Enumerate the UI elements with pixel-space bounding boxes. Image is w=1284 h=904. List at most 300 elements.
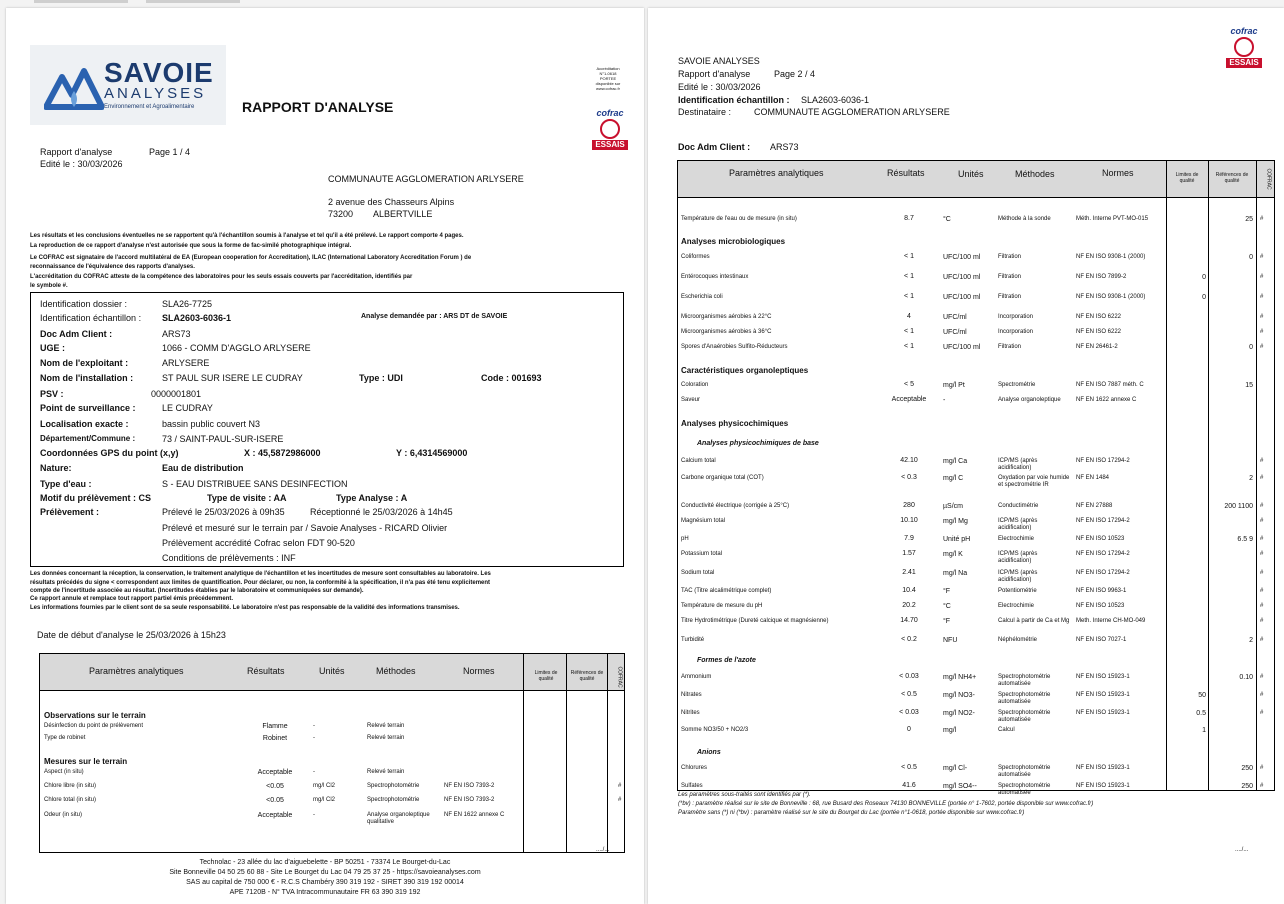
param-name: Température de mesure du pH [681,603,763,609]
param-name: Type de robinet [44,735,86,741]
quality-limit: 0 [1202,294,1206,301]
param-name: Sulfates [681,783,703,789]
info-label: Coordonnées GPS du point (x,y) [40,448,179,458]
method: Relevé terrain [367,723,405,729]
unit: - [313,723,315,729]
info-label: Identification échantillon : [40,313,142,323]
norm: NF EN 26461-2 [1076,344,1118,350]
quality-reference: 0 [1249,254,1253,261]
method: Electrochimie [998,536,1035,542]
norm: NF EN ISO 15923-1 [1076,674,1130,680]
col-norms: Normes [1102,168,1134,178]
norm: NF EN ISO 9308-1 (2000) [1076,294,1146,300]
cofrac-logo [1226,26,1262,68]
subsection-heading: Analyses physicochimiques de base [697,440,819,447]
cofrac-mark: # [618,797,622,803]
legal-line: reconnaissance de l'équivalence des rapports d'analyses. [30,264,195,270]
unit: mg/l NO2- [943,710,975,717]
method: Oxydation par voie humide et spectrométrie IR [998,475,1070,488]
subsection-heading: Formes de l'azote [697,657,756,664]
result-value: < 0.5 [901,691,917,698]
norm: NF EN ISO 6222 [1076,314,1122,320]
method: Spectrophotométrie [367,783,420,789]
result-value: < 1 [904,343,914,350]
company-name: SAVOIE ANALYSES [678,56,760,66]
cofrac-mark: # [1260,294,1264,300]
norm: NF EN ISO 17294-2 [1076,458,1130,464]
cofrac-mark: # [1260,458,1264,464]
info-label: Doc Adm Client : [40,329,113,339]
col-param: Paramètres analytiques [89,666,184,676]
cofrac-mark: # [1260,344,1264,350]
cofrac-mark: # [1260,329,1264,335]
quality-reference: 250 [1241,783,1253,790]
info-label: Nom de l'exploitant : [40,358,129,368]
result-value: 14.70 [900,617,918,624]
result-value: < 0.3 [901,474,917,481]
cofrac-mark: # [1260,254,1264,260]
cofrac-mark: # [1260,618,1264,624]
info-value: 73 / SAINT-PAUL-SUR-ISERE [162,434,284,444]
cofrac-mark: # [1260,637,1264,643]
legal-line: Les données concernant la réception, la conservation, le traitement analytique de l'échantillon et les incertitudes de mesure sont consultables au laboratoire. Les [30,571,491,577]
norm: NF EN 1622 annexe C [444,812,505,818]
report-page-2 [648,8,1284,904]
cofrac-mark: # [1260,216,1264,222]
method: Spectrométrie [998,382,1036,388]
result-value: Acceptable [891,396,927,403]
norm: Meth. Interne CH-MO-049 [1076,618,1146,624]
result-value: < 0.5 [901,764,917,771]
quality-reference: 250 [1241,765,1253,772]
col-units: Unités [958,169,984,179]
info-value: ARS73 [162,329,191,339]
result-value: < 5 [904,381,914,388]
result-value: 8.7 [904,215,914,222]
info-value: Conditions de prélèvements : INF [162,553,296,563]
param-name: Température de l'eau ou de mesure (in situ) [681,216,797,222]
unit: mg/l C [943,475,964,482]
page-number: Page 2 / 4 [774,69,816,79]
result-value: Robinet [262,735,288,742]
result-value: < 1 [904,328,914,335]
method: Néphélométrie [998,637,1038,643]
unit: °F [943,618,951,625]
param-name: Nitrites [681,710,700,716]
info-value: Réceptionné le 25/03/2026 à 14h45 [310,507,453,517]
norm: NF EN ISO 15923-1 [1076,710,1130,716]
col-units: Unités [319,666,345,676]
col-results: Résultats [887,168,925,178]
param-name: Nitrates [681,692,702,698]
cofrac-mark: # [1260,783,1264,789]
method: Analyse organoleptique qualitative [367,812,430,825]
result-value: 41.6 [902,782,916,789]
report-title: RAPPORT D'ANALYSE [242,99,394,115]
norm: NF EN ISO 15923-1 [1076,783,1130,789]
param-name: Spores d'Anaérobies Sulfito-Réducteurs [681,344,788,350]
info-label: Département/Commune : [40,434,136,443]
info-value: SLA26-7725 [162,299,213,309]
param-name: Escherichia coli [681,294,723,300]
param-name: Entérocoques intestinaux [681,274,749,280]
norm: NF EN ISO 17294-2 [1076,570,1130,576]
info-value: Eau de distribution [162,463,244,473]
info-label: Type d'eau : [40,479,92,489]
logo-tagline: Environnement et Agroalimentaire [104,104,195,110]
param-name: Calcium total [681,458,716,464]
result-value: < 0.03 [899,673,919,680]
norm: NF EN ISO 7899-2 [1076,274,1127,280]
sampling-reason: Motif du prélèvement : CS [40,493,152,503]
method: Conductimétrie [998,503,1039,509]
recipient-label: Destinataire : [678,107,732,117]
col-limits: Limites de qualité [534,670,558,682]
tab-stub-1[interactable] [34,0,128,3]
section-heading: Analyses microbiologiques [681,237,786,246]
col-param: Paramètres analytiques [729,168,824,178]
result-value: <0.05 [266,783,284,790]
info-value: Prélevé et mesuré sur le terrain par / Savoie Analyses - RICARD Olivier [162,523,448,533]
tab-stub-2[interactable] [146,0,240,3]
param-name: Turbidité [681,637,705,643]
cofrac-mark: # [1260,765,1264,771]
recipient-name: COMMUNAUTE AGGLOMERATION ARLYSERE [328,174,524,184]
col-methods: Méthodes [376,666,416,676]
result-value: 7.9 [904,535,914,542]
norm: NF EN ISO 7393-2 [444,797,495,803]
page-number: Page 1 / 4 [149,147,191,157]
col-divider [566,654,567,852]
analysis-type: Type Analyse : A [336,493,408,503]
param-name: Chlore libre (in situ) [44,783,97,789]
cofrac-mark: # [1260,503,1264,509]
gps-x: X : 45,5872986000 [244,448,321,458]
accreditation-text [590,66,626,91]
norm: NF EN ISO 17294-2 [1076,518,1130,524]
info-value: S - EAU DISTRIBUEE SANS DESINFECTION [162,479,348,489]
accred-line: Accréditation [596,66,620,71]
param-name: Conductivité électrique (corrigée à 25°C) [681,503,790,509]
method: Filtration [998,294,1022,300]
legal-line: Les résultats et les conclusions éventuelles ne se rapportent qu'à l'échantillon soumis à l'analyse et tel qu'il a été prélevé. Le rapport comporte 4 pages. [30,233,464,239]
section-heading: Observations sur le terrain [44,711,146,720]
unit: UFC/100 ml [943,274,981,281]
result-value: < 1 [904,273,914,280]
rapport-label: Rapport d'analyse [40,147,113,157]
result-value: 1.57 [902,550,916,557]
param-name: TAC (Titre alcalimétrique complet) [681,588,772,594]
result-value: <0.05 [266,797,284,804]
continued-marker: ..../... [596,847,610,853]
info-label: UGE : [40,343,66,353]
quality-reference: 25 [1245,216,1253,223]
param-name: Saveur [681,397,701,403]
client-doc: ARS73 [770,142,799,152]
norm: NF EN ISO 7887 méth. C [1076,382,1144,388]
norm: Méth. Interne PVT-MO-015 [1076,216,1149,222]
accred-line: PORTEE [599,76,617,81]
method: ICP/MS (après acidification) [998,458,1038,471]
result-value: 0 [907,726,911,733]
param-name: Somme NO3/50 + NO2/3 [681,727,749,733]
info-label: Nom de l'installation : [40,373,134,383]
unit: - [313,735,315,741]
note-line: Les paramètres sous-traités sont identifiés par (*). [678,792,811,798]
footer-line: Site Bonneville 04 50 25 60 88 - Site Le Bourget du Lac 04 79 25 37 25 - https://savoieanalyses.com [169,869,481,876]
method: Spectrophotométrie automatisée [998,674,1051,687]
col-limits: Limites de qualité [1175,172,1199,184]
norm: NF EN ISO 10523 [1076,603,1125,609]
method: ICP/MS (après acidification) [998,570,1038,583]
unit: °C [943,603,951,610]
legal-line: Les informations fournies par le client sont de sa seule responsabilité. Le laboratoire n'est pas responsable de la validité des informations transmises. [30,605,460,611]
result-value: Flamme [262,723,288,730]
norm: NF EN ISO 9963-1 [1076,588,1127,594]
info-value: bassin public couvert N3 [162,419,261,429]
method: Spectrophotométrie automatisée [998,710,1051,723]
visit-type: Type de visite : AA [207,493,287,503]
norm: NF EN ISO 9308-1 (2000) [1076,254,1146,260]
result-value: 2.41 [902,569,916,576]
cofrac-mark: # [1260,603,1264,609]
param-name: Titre Hydrotimétrique (Dureté calcique et magnésienne) [681,618,829,624]
requested-by: Analyse demandée par : ARS DT de SAVOIE [361,313,508,320]
cofrac-mark: # [1260,518,1264,524]
legal-line: Ce rapport annule et remplace tout rapport partiel émis précédemment. [30,596,234,602]
col-results: Résultats [247,666,285,676]
norm: NF EN 1484 [1076,475,1110,481]
install-code: Code : 001693 [481,373,542,383]
col-references: Références de qualité [570,670,604,682]
client-doc-label: Doc Adm Client : [678,142,751,152]
param-name: Magnésium total [681,518,726,524]
footer-line: APE 7120B - N° TVA Intracommunautaire FR 63 390 319 192 [229,889,421,896]
unit: mg/l Pt [943,382,965,389]
report-page-1 [6,8,644,904]
norm: NF EN 27888 [1076,503,1113,509]
accred-line: www.cofrac.fr [595,86,620,91]
cofrac-mark: # [1260,570,1264,576]
param-name: Chlorures [681,765,708,771]
savoie-analyses-logo [30,45,226,125]
accred-line: disponible sur [595,81,621,86]
info-value: LE CUDRAY [162,403,213,413]
method: Spectrophotométrie automatisée [998,783,1051,796]
info-label: Point de surveillance : [40,403,136,413]
cofrac-essais-text: ESSAIS [1226,58,1262,68]
unit: UFC/ml [943,314,967,321]
unit: mg/l Na [943,570,968,577]
col-divider [607,654,608,852]
unit: mg/l NH4+ [943,674,977,681]
accred-line: N°1-0618 [599,71,617,76]
unit: - [313,812,315,818]
info-value: ST PAUL SUR ISERE LE CUDRAY [162,373,303,383]
param-name: Carbone organique total (COT) [681,475,764,481]
info-label: PSV : [40,389,64,399]
unit: Unité pH [943,536,971,543]
col-divider [1256,161,1257,790]
legal-line: La reproduction de ce rapport d'analyse n'est autorisée que sous la forme de fac-similé photographique intégral. [30,243,352,249]
col-divider [1166,161,1167,790]
info-value: SLA2603-6036-1 [162,313,232,323]
quality-reference: 0 [1249,344,1253,351]
unit: mg/l Cl- [943,765,968,772]
unit: UFC/100 ml [943,294,981,301]
unit: UFC/ml [943,329,967,336]
water-drop-logo-icon [44,63,104,111]
quality-reference: 0.10 [1239,674,1253,681]
unit: NFU [943,637,958,644]
param-name: pH [681,536,689,542]
method: Méthode à la sonde [998,216,1051,222]
install-type: Type : UDI [359,373,403,383]
info-value: Prélèvement accrédité Cofrac selon FDT 90-520 [162,538,355,548]
info-value: Prélevé le 25/03/2026 à 09h35 [162,507,285,517]
info-value: 0000001801 [151,389,202,399]
param-name: Désinfection du point de prélèvement [44,723,144,729]
info-label: Prélèvement : [40,507,100,517]
param-name: Potassium total [681,551,723,557]
cofrac-mark: # [1260,551,1264,557]
unit: µS/cm [943,503,963,510]
section-heading: Mesures sur le terrain [44,757,128,766]
method: Calcul [998,727,1015,733]
method: Incorporation [998,329,1034,335]
unit: °F [943,588,951,595]
col-norms: Normes [463,666,495,676]
legal-line: le symbole #. [30,283,68,289]
result-value: Acceptable [257,769,293,776]
footer-line: Technolac - 23 allée du lac d'aiguebelette - BP 50251 - 73374 Le Bourget-du-Lac [199,859,451,866]
cofrac-logo [592,108,628,150]
legal-line: L'accréditation du COFRAC atteste de la compétence des laboratoires pour les seuls essais couverts par l'accréditation, identifiés par [30,274,413,280]
cofrac-logo-text: cofrac [596,108,624,118]
norm: NF EN ISO 17294-2 [1076,551,1130,557]
unit: mg/l NO3- [943,692,975,699]
result-value: < 0.03 [899,709,919,716]
recipient-cp: 73200 [328,209,354,219]
cofrac-mark: # [1260,314,1264,320]
continued-marker: ..../... [1235,847,1249,853]
method: Potentiométrie [998,588,1037,594]
section-heading: Caractéristiques organoleptiques [681,366,809,375]
method: ICP/MS (après acidification) [998,518,1038,531]
norm: NF EN ISO 10523 [1076,536,1125,542]
norm: NF EN 1622 annexe C [1076,397,1137,403]
method: Filtration [998,274,1022,280]
param-name: Microorganismes aérobies à 36°C [681,329,772,335]
method: Relevé terrain [367,769,405,775]
logo-word: SAVOIE [104,57,214,88]
cofrac-mark: # [1260,692,1264,698]
note-line: (*bv) : paramètre réalisé sur le site de Bonneville : 68, rue Busard des Roseaux 74130 BONNEVILLE (portée n° 1-7602, portée disponible sur www.cofrac.fr) [678,801,1094,807]
info-value: ARLYSERE [162,358,210,368]
sample-id: SLA2603-6036-1 [801,95,870,105]
col-methods: Méthodes [1015,169,1055,179]
quality-reference: 200 1100 [1224,503,1253,510]
unit: UFC/100 ml [943,254,981,261]
result-value: 4 [907,313,911,320]
results-table-1 [39,653,625,853]
sample-info-box [30,292,624,567]
note-line: Paramètre sans (*) ni (*bv) : paramètre réalisé sur le site du Bourget du Lac (portée n°1-0618, portée disponible sur www.cofrac.fr) [678,810,1025,816]
subsection-heading: Anions [697,749,721,756]
method: Spectrophotométrie automatisée [998,692,1051,705]
recipient-address: 2 avenue des Chasseurs Alpins [328,197,455,207]
recipient-name: COMMUNAUTE AGGLOMERATION ARLYSERE [754,107,950,117]
cofrac-mark: # [1260,588,1264,594]
cofrac-mark: # [1260,536,1264,542]
cofrac-ring-icon [600,119,620,139]
legal-line: Le COFRAC est signataire de l'accord multilatéral de EA (European cooperation for Accreditation), ILAC (International Laboratory Accreditation Forum ) de [30,255,472,261]
result-value: < 1 [904,293,914,300]
unit: mg/l Cl2 [313,783,336,789]
method: Filtration [998,254,1022,260]
info-label: Identification dossier : [40,299,128,309]
col-cofrac: COFRAC [616,666,623,688]
method: ICP/MS (après acidification) [998,551,1038,564]
result-value: 10.10 [900,517,918,524]
quality-reference: 6.5 9 [1237,536,1253,543]
norm: NF EN ISO 6222 [1076,329,1122,335]
param-name: Coliformes [681,254,710,260]
method: Electrochimie [998,603,1035,609]
quality-reference: 15 [1245,382,1253,389]
result-value: < 0.2 [901,636,917,643]
unit: °C [943,216,951,223]
unit: mg/l Mg [943,518,968,525]
cofrac-mark: # [1260,274,1264,280]
quality-limit: 1 [1202,727,1206,734]
info-label: Localisation exacte : [40,419,129,429]
gps-y: Y : 6,4314569000 [396,448,468,458]
recipient-city: ALBERTVILLE [373,209,433,219]
logo-sub: ANALYSES [104,85,207,102]
param-name: Microorganismes aérobies à 22°C [681,314,772,320]
norm: NF EN ISO 15923-1 [1076,692,1130,698]
unit: - [313,769,315,775]
result-value: 280 [903,502,915,509]
param-name: Aspect (in situ) [44,769,84,775]
result-value: < 1 [904,253,914,260]
method: Spectrophotométrie [367,797,420,803]
quality-limit: 0 [1202,274,1206,281]
info-value: 1066 - COMM D'AGGLO ARLYSERE [162,343,311,353]
cofrac-mark: # [1260,475,1264,481]
method: Analyse organoleptique [998,397,1061,403]
section-heading: Analyses physicochimiques [681,419,789,428]
col-divider [523,654,524,852]
norm: NF EN ISO 15923-1 [1076,765,1130,771]
norm: NF EN ISO 7027-1 [1076,637,1127,643]
unit: mg/l Ca [943,458,968,465]
unit: mg/l [943,727,957,734]
unit: UFC/100 ml [943,344,981,351]
method: Incorporation [998,314,1034,320]
cofrac-logo-text: cofrac [1230,26,1258,36]
param-name: Odeur (in situ) [44,812,83,818]
col-cofrac: COFRAC [1265,168,1272,190]
footer-line: SAS au capital de 750 000 € - R.C.S Chambéry 390 319 192 - SIRET 390 319 192 00014 [186,879,464,886]
unit: mg/l K [943,551,963,558]
analysis-start-date: Date de début d'analyse le 25/03/2026 à 15h23 [37,630,226,640]
method: Spectrophotométrie automatisée [998,765,1051,778]
method: Calcul à partir de Ca et Mg [998,618,1070,624]
param-name: Ammonium [681,674,712,680]
unit: mg/l Cl2 [313,797,336,803]
